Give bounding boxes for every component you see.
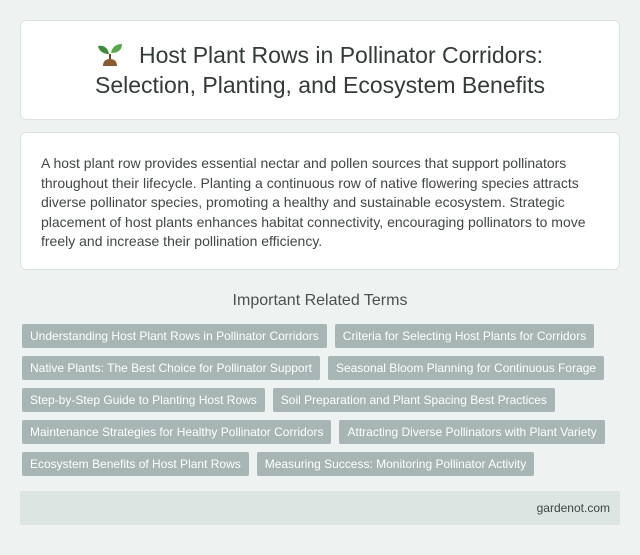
related-terms-list bbox=[22, 324, 622, 476]
site-link[interactable]: gardenot.com bbox=[536, 501, 610, 515]
related-term-tag[interactable]: Maintenance Strategies for Healthy Pollinator Corridors bbox=[22, 420, 331, 444]
related-term-tag[interactable]: Step-by-Step Guide to Planting Host Rows bbox=[22, 388, 265, 412]
footer bbox=[20, 491, 620, 525]
related-term-tag[interactable]: Measuring Success: Monitoring Pollinator Activity bbox=[257, 452, 534, 476]
page-title-text: Host Plant Rows in Pollinator Corridors: Selection, Planting, and Ecosystem Benefits bbox=[94, 42, 546, 98]
related-term-tag[interactable]: Ecosystem Benefits of Host Plant Rows bbox=[22, 452, 249, 476]
related-term-tag[interactable]: Seasonal Bloom Planning for Continuous Forage bbox=[328, 356, 604, 380]
related-terms-heading: Important Related Terms bbox=[232, 292, 408, 309]
description-text: A host plant row provides essential nectar and pollen sources that support pollinators throughout their lifecycle. Planting a continuous row of native flowering species attracts diverse pollinator species, promoting a healthy and sustainable ecosystem. Strategic placement of host plants enhances habitat connectivity, encouraging pollinators to move freely and increase their pollination efficiency. bbox=[41, 155, 586, 249]
related-term-tag[interactable]: Criteria for Selecting Host Plants for Corridors bbox=[335, 324, 594, 348]
related-term-tag[interactable]: Soil Preparation and Plant Spacing Best Practices bbox=[273, 388, 555, 412]
title-card bbox=[20, 20, 620, 120]
page-title bbox=[60, 40, 580, 100]
related-term-tag[interactable]: Understanding Host Plant Rows in Pollinator Corridors bbox=[22, 324, 327, 348]
related-term-tag[interactable]: Native Plants: The Best Choice for Pollinator Support bbox=[22, 356, 320, 380]
related-term-tag[interactable]: Attracting Diverse Pollinators with Plant Variety bbox=[339, 420, 604, 444]
description-card bbox=[20, 132, 620, 270]
sprout-icon bbox=[97, 42, 123, 66]
